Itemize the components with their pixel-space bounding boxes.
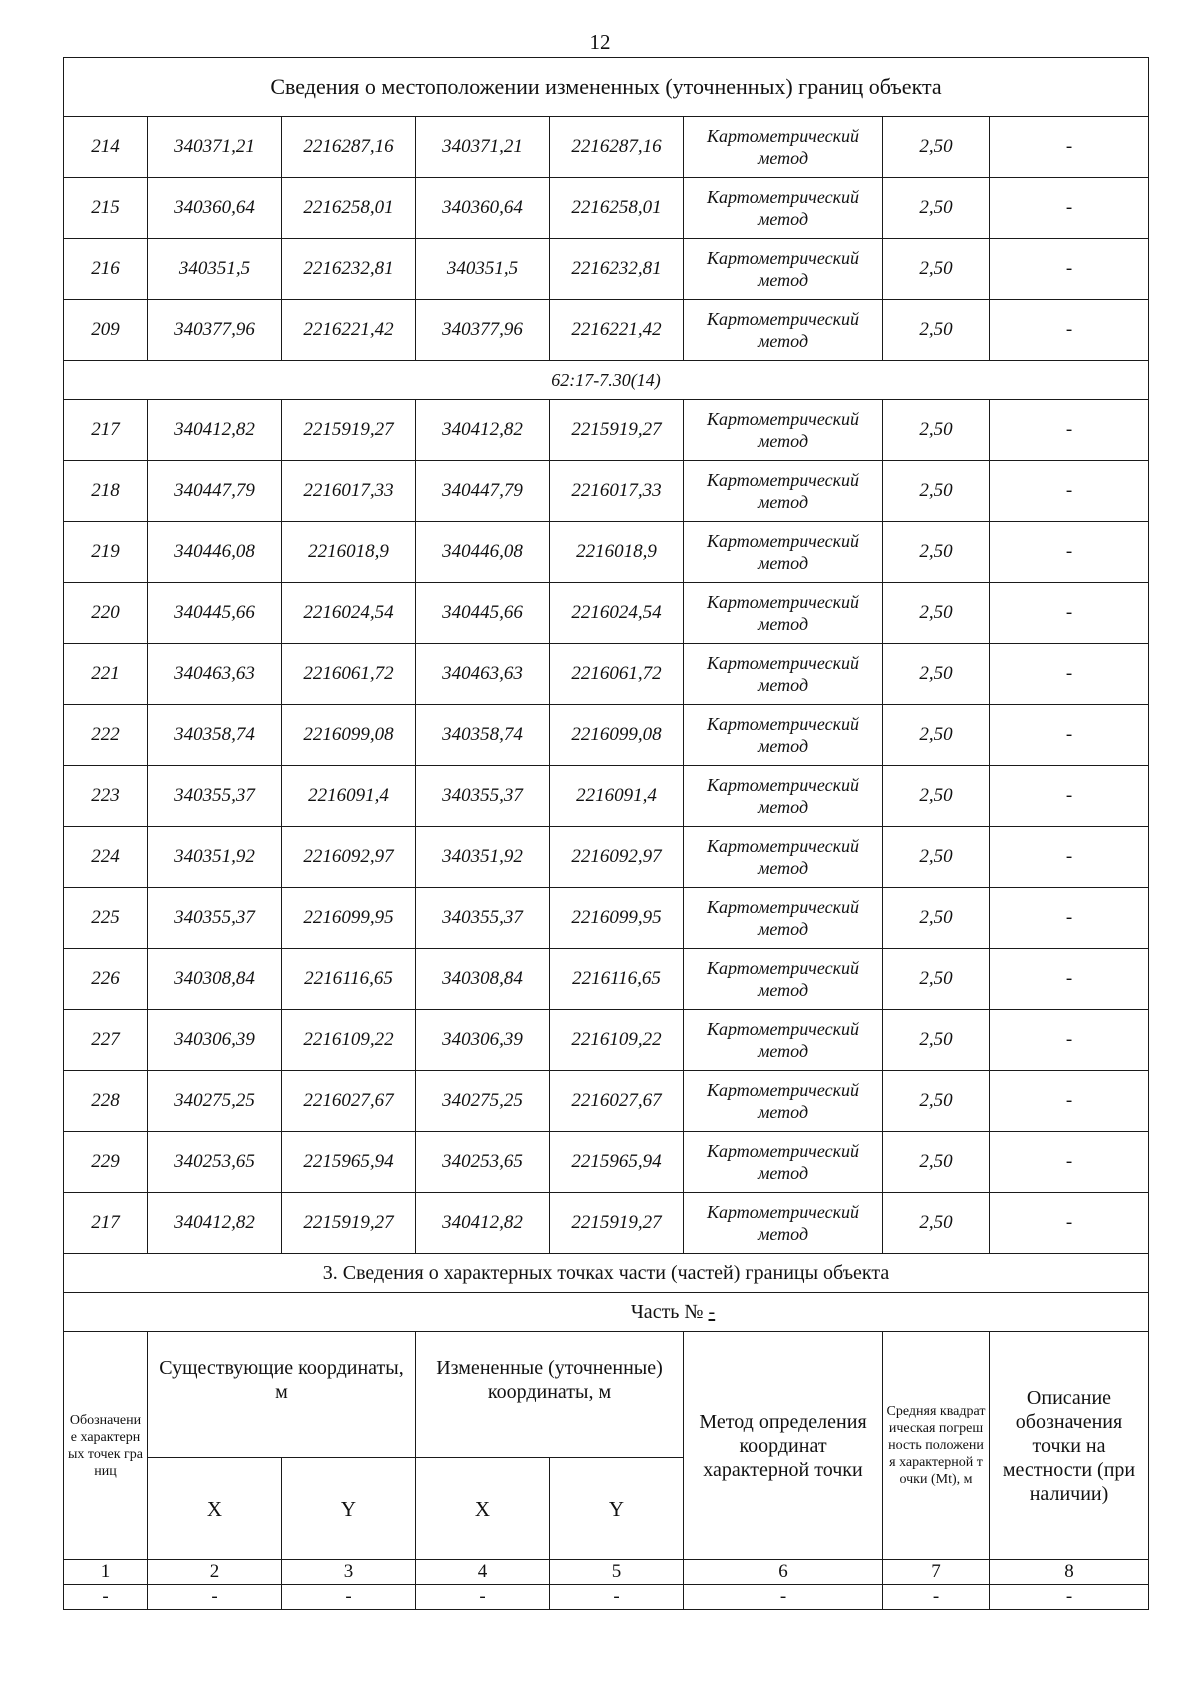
cell-existing-y: 2215965,94 <box>282 1132 416 1193</box>
cell-mt: 2,50 <box>883 117 990 178</box>
column-number: 5 <box>550 1560 684 1585</box>
cell-description: - <box>990 705 1149 766</box>
cell-changed-y: 2216099,08 <box>550 705 684 766</box>
cell-existing-x: 340275,25 <box>148 1071 282 1132</box>
cell-description: - <box>990 1010 1149 1071</box>
cell-method: Картометрический метод <box>684 117 883 178</box>
header-existing-coords: Существующие координаты, м <box>148 1332 416 1458</box>
cell-changed-x: 340308,84 <box>416 949 550 1010</box>
cell-description: - <box>990 239 1149 300</box>
cell-point-id: 224 <box>64 827 148 888</box>
column-number: 2 <box>148 1560 282 1585</box>
table-row <box>64 117 1149 178</box>
cell-existing-y: 2216109,22 <box>282 1010 416 1071</box>
cell-description: - <box>990 949 1149 1010</box>
boundary-points-table <box>63 57 1149 1610</box>
cell-mt: 2,50 <box>883 461 990 522</box>
empty-part-row <box>64 1585 1149 1610</box>
cell-method: Картометрический метод <box>684 1132 883 1193</box>
cell-existing-x: 340412,82 <box>148 1193 282 1254</box>
cell-description: - <box>990 888 1149 949</box>
cell-changed-x: 340360,64 <box>416 178 550 239</box>
table-row <box>64 178 1149 239</box>
cell-point-id: 227 <box>64 1010 148 1071</box>
empty-cell: - <box>282 1585 416 1610</box>
cell-method: Картометрический метод <box>684 178 883 239</box>
cell-existing-x: 340308,84 <box>148 949 282 1010</box>
cell-point-id: 221 <box>64 644 148 705</box>
cell-point-id: 225 <box>64 888 148 949</box>
cell-existing-y: 2216018,9 <box>282 522 416 583</box>
cell-description: - <box>990 644 1149 705</box>
column-number: 1 <box>64 1560 148 1585</box>
subsection-title: 62:17-7.30(14) <box>64 361 1149 400</box>
cell-method: Картометрический метод <box>684 400 883 461</box>
part-section-title: 3. Сведения о характерных точках части (частей) границы объекта <box>64 1254 1149 1293</box>
cell-description: - <box>990 522 1149 583</box>
table-row <box>64 583 1149 644</box>
cell-changed-y: 2216221,42 <box>550 300 684 361</box>
part-number-row <box>64 1293 1149 1332</box>
cell-point-id: 214 <box>64 117 148 178</box>
part-number-label: Часть № <box>630 1300 709 1323</box>
cell-existing-x: 340463,63 <box>148 644 282 705</box>
table-row <box>64 827 1149 888</box>
cell-changed-x: 340351,5 <box>416 239 550 300</box>
table-row <box>64 239 1149 300</box>
cell-mt: 2,50 <box>883 827 990 888</box>
cell-changed-x: 340463,63 <box>416 644 550 705</box>
cell-existing-y: 2216099,08 <box>282 705 416 766</box>
empty-cell: - <box>684 1585 883 1610</box>
column-number: 6 <box>684 1560 883 1585</box>
cell-point-id: 217 <box>64 400 148 461</box>
cell-changed-y: 2216099,95 <box>550 888 684 949</box>
cell-mt: 2,50 <box>883 1010 990 1071</box>
cell-changed-x: 340445,66 <box>416 583 550 644</box>
cell-changed-x: 340275,25 <box>416 1071 550 1132</box>
empty-cell: - <box>883 1585 990 1610</box>
cell-existing-y: 2215919,27 <box>282 1193 416 1254</box>
cell-point-id: 219 <box>64 522 148 583</box>
column-number: 7 <box>883 1560 990 1585</box>
cell-changed-y: 2216258,01 <box>550 178 684 239</box>
cell-description: - <box>990 1132 1149 1193</box>
cell-changed-x: 340351,92 <box>416 827 550 888</box>
cell-mt: 2,50 <box>883 644 990 705</box>
cell-changed-y: 2216232,81 <box>550 239 684 300</box>
cell-mt: 2,50 <box>883 522 990 583</box>
header-changed-coords: Измененные (уточненные) координаты, м <box>416 1332 684 1458</box>
cell-existing-x: 340358,74 <box>148 705 282 766</box>
cell-changed-y: 2215919,27 <box>550 400 684 461</box>
table-row <box>64 522 1149 583</box>
cell-method: Картометрический метод <box>684 461 883 522</box>
cell-changed-y: 2216287,16 <box>550 117 684 178</box>
table-row <box>64 705 1149 766</box>
cell-changed-x: 340355,37 <box>416 766 550 827</box>
cell-changed-x: 340412,82 <box>416 1193 550 1254</box>
cell-existing-y: 2216024,54 <box>282 583 416 644</box>
cell-description: - <box>990 178 1149 239</box>
header-point-id: Обозначение характерных точек границ <box>64 1332 148 1560</box>
empty-cell: - <box>64 1585 148 1610</box>
cell-point-id: 216 <box>64 239 148 300</box>
cell-changed-x: 340253,65 <box>416 1132 550 1193</box>
table-row <box>64 1010 1149 1071</box>
cell-description: - <box>990 461 1149 522</box>
cell-changed-x: 340306,39 <box>416 1010 550 1071</box>
cell-description: - <box>990 766 1149 827</box>
table-row <box>64 766 1149 827</box>
cell-changed-y: 2216017,33 <box>550 461 684 522</box>
cell-changed-y: 2216092,97 <box>550 827 684 888</box>
cell-point-id: 215 <box>64 178 148 239</box>
cell-existing-x: 340447,79 <box>148 461 282 522</box>
cell-changed-y: 2216027,67 <box>550 1071 684 1132</box>
column-number: 3 <box>282 1560 416 1585</box>
cell-point-id: 217 <box>64 1193 148 1254</box>
cell-mt: 2,50 <box>883 1193 990 1254</box>
cell-method: Картометрический метод <box>684 949 883 1010</box>
cell-changed-x: 340355,37 <box>416 888 550 949</box>
cell-existing-x: 340377,96 <box>148 300 282 361</box>
table-row <box>64 1132 1149 1193</box>
cell-existing-y: 2215919,27 <box>282 400 416 461</box>
cell-mt: 2,50 <box>883 178 990 239</box>
header-changed-x: X <box>416 1458 550 1560</box>
cell-existing-x: 340445,66 <box>148 583 282 644</box>
cell-method: Картометрический метод <box>684 1010 883 1071</box>
cell-changed-y: 2216061,72 <box>550 644 684 705</box>
cell-method: Картометрический метод <box>684 300 883 361</box>
cell-changed-y: 2216091,4 <box>550 766 684 827</box>
header-changed-y: Y <box>550 1458 684 1560</box>
column-number: 4 <box>416 1560 550 1585</box>
cell-mt: 2,50 <box>883 300 990 361</box>
cell-existing-x: 340371,21 <box>148 117 282 178</box>
cell-changed-x: 340447,79 <box>416 461 550 522</box>
cell-method: Картометрический метод <box>684 827 883 888</box>
cell-existing-y: 2216287,16 <box>282 117 416 178</box>
empty-cell: - <box>416 1585 550 1610</box>
cell-existing-y: 2216091,4 <box>282 766 416 827</box>
section-title: Сведения о местоположении измененных (уточненных) границ объекта <box>64 58 1149 117</box>
cell-existing-x: 340306,39 <box>148 1010 282 1071</box>
cell-description: - <box>990 400 1149 461</box>
cell-changed-x: 340377,96 <box>416 300 550 361</box>
empty-cell: - <box>148 1585 282 1610</box>
table-row <box>64 1193 1149 1254</box>
cell-existing-y: 2216099,95 <box>282 888 416 949</box>
cell-description: - <box>990 1071 1149 1132</box>
cell-method: Картометрический метод <box>684 644 883 705</box>
cell-changed-x: 340446,08 <box>416 522 550 583</box>
cell-existing-y: 2216017,33 <box>282 461 416 522</box>
cell-method: Картометрический метод <box>684 888 883 949</box>
cell-existing-y: 2216232,81 <box>282 239 416 300</box>
cell-existing-x: 340355,37 <box>148 766 282 827</box>
header-existing-y: Y <box>282 1458 416 1560</box>
cell-mt: 2,50 <box>883 583 990 644</box>
cell-existing-x: 340360,64 <box>148 178 282 239</box>
cell-existing-y: 2216116,65 <box>282 949 416 1010</box>
table-row <box>64 644 1149 705</box>
cell-description: - <box>990 300 1149 361</box>
cell-existing-y: 2216092,97 <box>282 827 416 888</box>
cell-point-id: 229 <box>64 1132 148 1193</box>
cell-method: Картометрический метод <box>684 522 883 583</box>
cell-mt: 2,50 <box>883 1132 990 1193</box>
cell-existing-x: 340355,37 <box>148 888 282 949</box>
cell-changed-y: 2216109,22 <box>550 1010 684 1071</box>
cell-point-id: 218 <box>64 461 148 522</box>
cell-method: Картометрический метод <box>684 239 883 300</box>
cell-description: - <box>990 583 1149 644</box>
page-number: 12 <box>589 30 611 54</box>
cell-existing-x: 340446,08 <box>148 522 282 583</box>
cell-existing-x: 340351,92 <box>148 827 282 888</box>
cell-point-id: 228 <box>64 1071 148 1132</box>
column-numbers-row <box>64 1560 1149 1585</box>
table-row <box>64 949 1149 1010</box>
cell-existing-x: 340412,82 <box>148 400 282 461</box>
cell-changed-y: 2215919,27 <box>550 1193 684 1254</box>
cell-method: Картометрический метод <box>684 705 883 766</box>
cell-description: - <box>990 827 1149 888</box>
cell-existing-x: 340253,65 <box>148 1132 282 1193</box>
cell-method: Картометрический метод <box>684 583 883 644</box>
table-row <box>64 888 1149 949</box>
header-mt: Средняя квадратическая погрешность положения характерной точки (Mt), м <box>883 1332 990 1560</box>
empty-cell: - <box>550 1585 684 1610</box>
cell-mt: 2,50 <box>883 949 990 1010</box>
cell-existing-y: 2216061,72 <box>282 644 416 705</box>
cell-existing-x: 340351,5 <box>148 239 282 300</box>
cell-changed-y: 2216116,65 <box>550 949 684 1010</box>
cell-description: - <box>990 1193 1149 1254</box>
cell-existing-y: 2216027,67 <box>282 1071 416 1132</box>
table-row <box>64 1071 1149 1132</box>
cell-point-id: 222 <box>64 705 148 766</box>
cell-mt: 2,50 <box>883 400 990 461</box>
table-row <box>64 300 1149 361</box>
table-row <box>64 461 1149 522</box>
cell-method: Картометрический метод <box>684 766 883 827</box>
cell-existing-y: 2216221,42 <box>282 300 416 361</box>
cell-mt: 2,50 <box>883 888 990 949</box>
header-method: Метод определения координат характерной точки <box>684 1332 883 1560</box>
cell-method: Картометрический метод <box>684 1071 883 1132</box>
cell-changed-x: 340358,74 <box>416 705 550 766</box>
cell-mt: 2,50 <box>883 705 990 766</box>
cell-changed-y: 2216024,54 <box>550 583 684 644</box>
cell-changed-x: 340371,21 <box>416 117 550 178</box>
cell-changed-x: 340412,82 <box>416 400 550 461</box>
cell-point-id: 220 <box>64 583 148 644</box>
cell-point-id: 209 <box>64 300 148 361</box>
header-description: Описание обозначения точки на местности (при наличии) <box>990 1332 1149 1560</box>
cell-changed-y: 2216018,9 <box>550 522 684 583</box>
cell-mt: 2,50 <box>883 766 990 827</box>
cell-mt: 2,50 <box>883 239 990 300</box>
table-row <box>64 400 1149 461</box>
header-existing-x: X <box>148 1458 282 1560</box>
part-number-value: - <box>708 1300 716 1323</box>
cell-method: Картометрический метод <box>684 1193 883 1254</box>
cell-mt: 2,50 <box>883 1071 990 1132</box>
column-number: 8 <box>990 1560 1149 1585</box>
cell-changed-y: 2215965,94 <box>550 1132 684 1193</box>
empty-cell: - <box>990 1585 1149 1610</box>
cell-point-id: 223 <box>64 766 148 827</box>
cell-existing-y: 2216258,01 <box>282 178 416 239</box>
cell-description: - <box>990 117 1149 178</box>
cell-point-id: 226 <box>64 949 148 1010</box>
